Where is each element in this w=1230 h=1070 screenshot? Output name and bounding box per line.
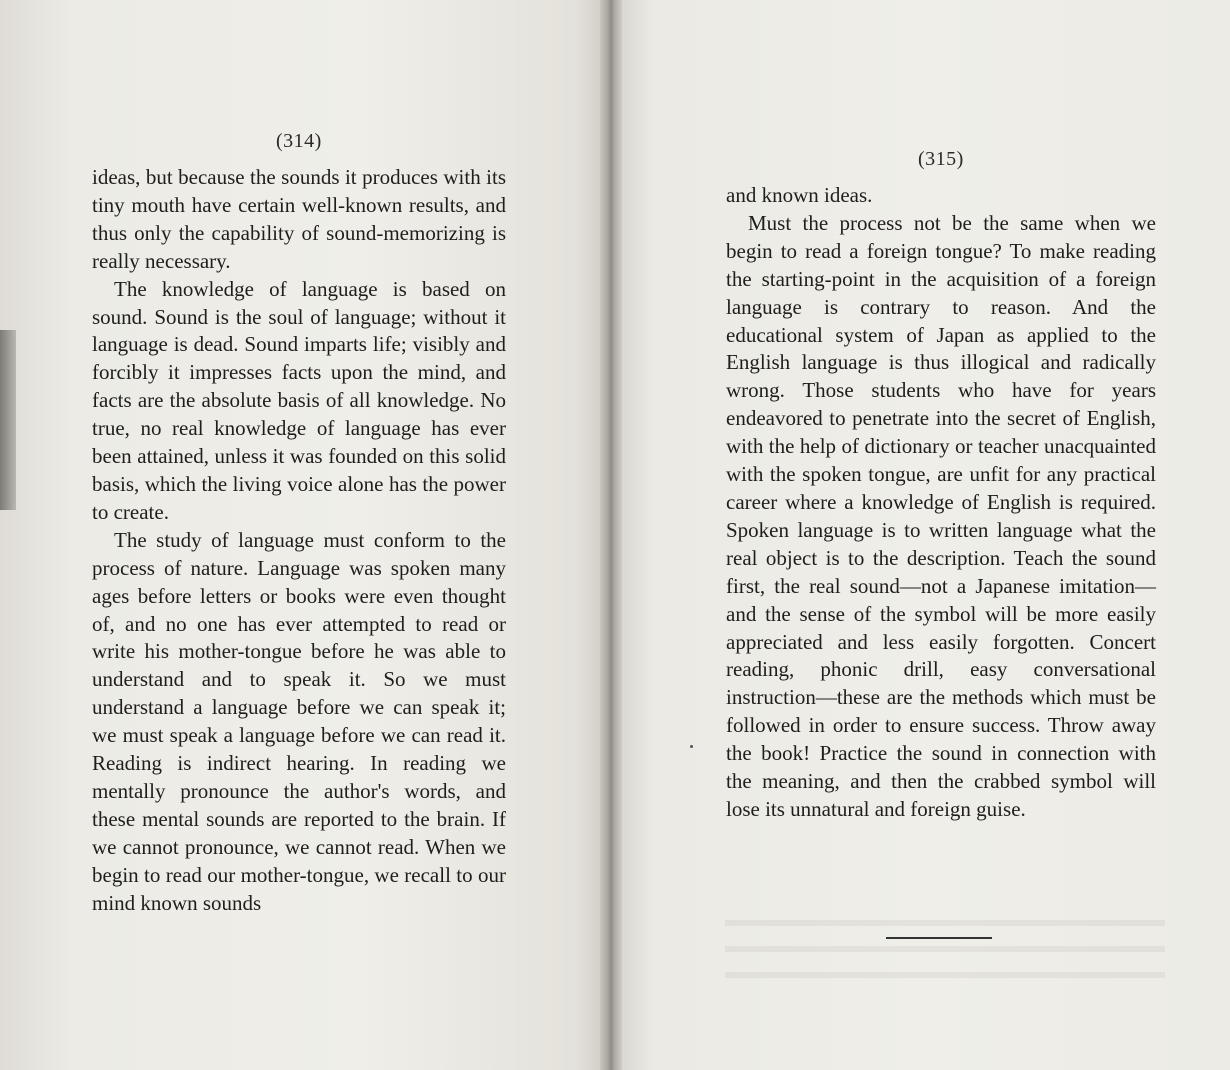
paragraph: Must the process not be the same when we begin to read a foreign tongue? To make reading the starting-point in the acquisition of a foreign language is contrary to reason. And the educational system of Japan as applied to the English language is thus illogical and radically wrong. Those students who have for years endeavored to penetrate into the secret of English, with the help of dictionary or teacher unacquainted with the spoken tongue, are unfit for any practical career where a knowledge of English is required. Spoken language is to written language what the real object is to the description. Teach the sound first, the real sound—not a Japanese imitation—and the sense of the symbol will be more easily appreciated and less easily forgotten. Concert reading, phonic drill, easy conversational instruction—these are the methods which must be followed in order to ensure success. Throw away the book! Practice the sound in connection with the meaning, and then the crabbed symbol will lose its unnatural and foreign guise. (726, 210, 1156, 821)
right-page-number: (315) (918, 148, 964, 170)
right-page-text (726, 182, 1156, 824)
paragraph: The study of language must conform to the process of nature. Language was spoken many ages before letters or books were even thought of, and no one has ever attempted to read or write his mother-tongue before he was able to understand and to speak it. So we must understand a language before we can speak it; we must speak a language before we can read it. Reading is indirect hearing. In reading we mentally pronounce the author's words, and these mental sounds are reported to the brain. If we cannot pronounce, we cannot read. When we begin to read our mother-tongue, we recall to our mind known sounds (92, 527, 506, 915)
page-edge-shadow (0, 330, 16, 510)
left-page-number: (314) (276, 130, 322, 152)
paragraph: and known ideas. (726, 183, 873, 207)
paragraph: The knowledge of language is based on sound. Sound is the soul of language; without it language is dead. Sound imparts life; visibly and forcibly it impresses facts upon the mind, and facts are the absolute basis of all knowledge. No true, no real knowledge of language has ever been attained, unless it was founded on this solid basis, which the living voice alone has the power to create. (92, 276, 506, 524)
paragraph: ideas, but because the sounds it produces with its tiny mouth have certain well-known results, and thus only the capability of sound-memorizing is really necessary. (92, 165, 506, 273)
paper-speck (690, 745, 693, 748)
bleed-through-text (725, 900, 1165, 990)
left-page-text (92, 164, 506, 917)
book-gutter (600, 0, 622, 1070)
section-end-rule (886, 937, 992, 939)
